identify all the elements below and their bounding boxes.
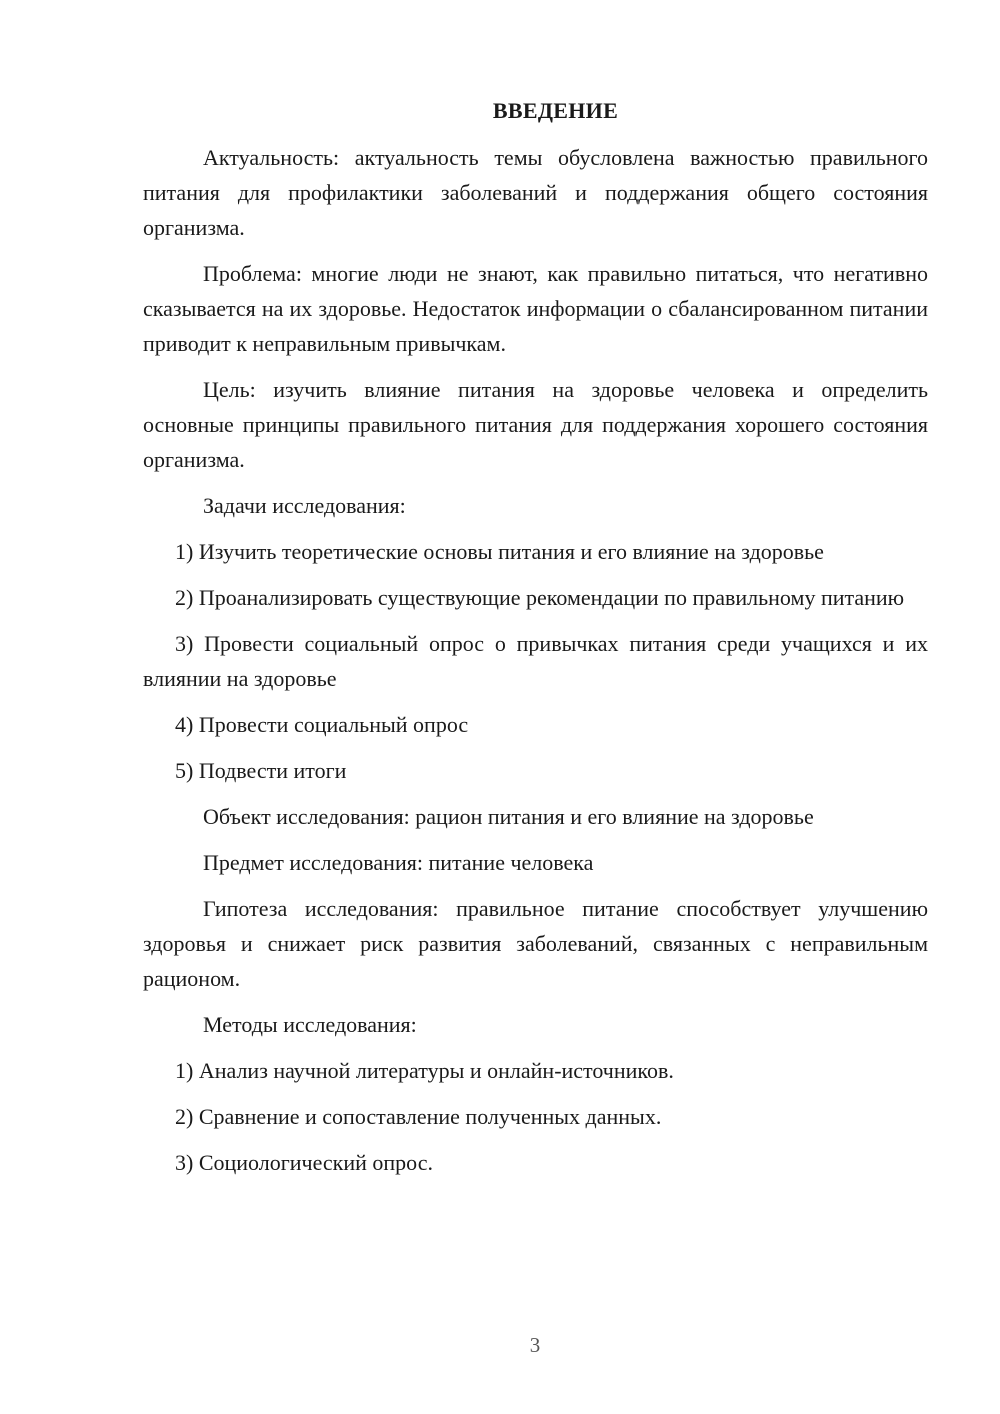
- task-item-1: 1) Изучить теоретические основы питания и его влияние на здоровье: [175, 539, 824, 564]
- method-item-2: 2) Сравнение и сопоставление полученных данных.: [175, 1104, 662, 1129]
- method-item-1: 1) Анализ научной литературы и онлайн-источников.: [175, 1058, 674, 1083]
- hypothesis-paragraph: Гипотеза исследования: правильное питание способствует улучшению здоровья и снижает риск развития заболеваний, связанных с неправильным рационом.: [143, 896, 928, 991]
- task-item-3: 3) Провести социальный опрос о привычках питания среди учащихся и их влиянии на здоровье: [143, 631, 928, 691]
- task-item-4: 4) Провести социальный опрос: [175, 712, 469, 737]
- object-paragraph: Объект исследования: рацион питания и его влияние на здоровье: [203, 804, 814, 829]
- tasks-label: Задачи исследования:: [203, 493, 406, 518]
- section-heading: ВВЕДЕНИЕ: [492, 98, 619, 123]
- methods-label: Методы исследования:: [203, 1012, 417, 1037]
- relevance-paragraph: Актуальность: актуальность темы обусловлена важностью правильного питания для профилактики заболеваний и поддержания общего состояния организма.: [143, 145, 928, 240]
- method-item-3: 3) Социологический опрос.: [175, 1150, 433, 1175]
- task-item-5: 5) Подвести итоги: [175, 758, 347, 783]
- subject-paragraph: Предмет исследования: питание человека: [203, 850, 594, 875]
- task-item-2: 2) Проанализировать существующие рекомендации по правильному питанию: [175, 585, 905, 610]
- goal-paragraph: Цель: изучить влияние питания на здоровье человека и определить основные принципы правильного питания для поддержания хорошего состояния организма.: [143, 377, 928, 472]
- page-number: 3: [529, 1333, 541, 1357]
- document-page: [143, 94, 928, 1191]
- problem-paragraph: Проблема: многие люди не знают, как правильно питаться, что негативно сказывается на их здоровье. Недостаток информации о сбалансированном питании приводит к неправильным привычкам.: [143, 261, 928, 356]
